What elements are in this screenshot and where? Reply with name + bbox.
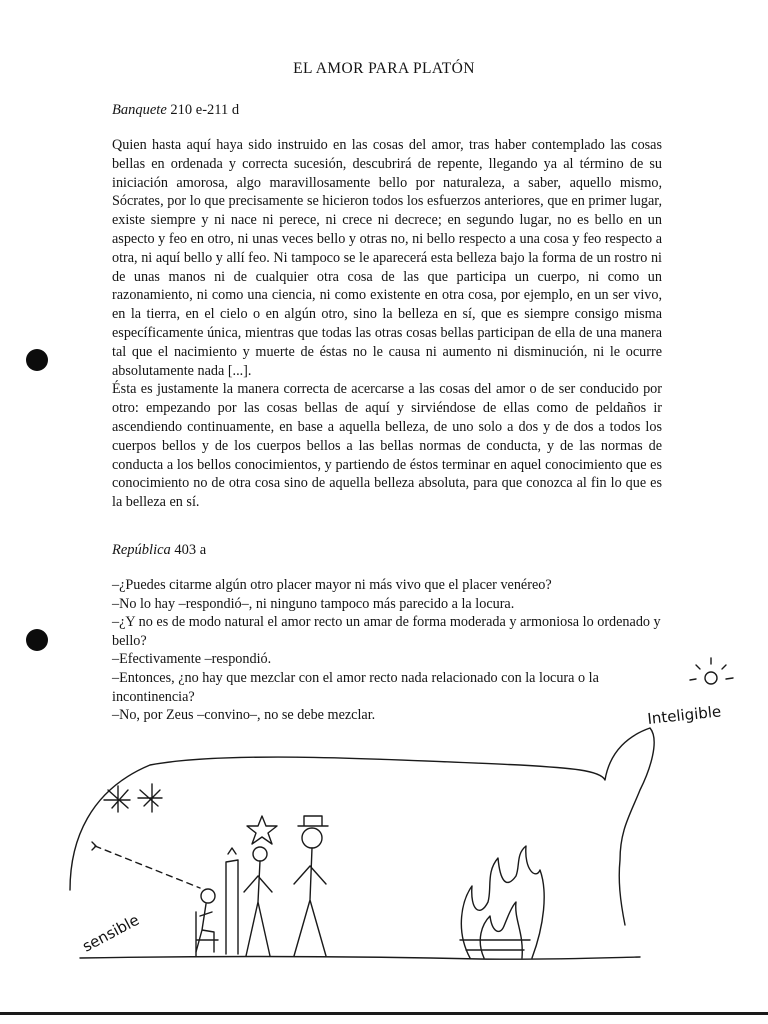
sun-icon bbox=[690, 658, 733, 684]
dialogue-line: –¿Y no es de modo natural el amor recto un amar de forma moderada y armoniosa lo ordenado y bello? bbox=[112, 614, 661, 649]
banquete-paragraph-2: Ésta es justamente la manera correcta de acercarse a las cosas del amor o de ser conducido por otro: empezando por las cosas bellas de aquí y sirviéndose de ellas como de peldaños ir ascendiendo continuamente, en base a aquella belleza, de uno solo a dos y de dos a todos los cuerpos bellos y de los cuerpos bellos a las bellas normas de conducta, y de las normas de conducta a los bellos conocimientos, y partiendo de éstos terminar en aquel conocimiento que es conocimiento no de otra cosa sino de aquella belleza absoluta, para que conozca al fin lo que es la belleza en sí. bbox=[112, 381, 662, 511]
figure-with-star bbox=[244, 816, 277, 956]
banquete-reference bbox=[112, 102, 239, 119]
dialogue-line: –No lo hay –respondió–, ni ninguno tampoco más parecido a la locura. bbox=[112, 595, 515, 612]
passage-number: 210 e-211 d bbox=[170, 102, 240, 118]
prisoner-figure bbox=[196, 889, 218, 956]
page-bottom-edge bbox=[0, 1012, 768, 1015]
passage-number: 403 a bbox=[174, 542, 207, 558]
dialogue-line: –Entonces, ¿no hay que mezclar con el amor recto nada relacionado con la locura o la incontinencia? bbox=[112, 669, 599, 705]
figure-with-hat bbox=[294, 816, 328, 956]
dialogue-line: –¿Puedes citarme algún otro placer mayor ni más vivo que el placer venéreo? bbox=[112, 577, 552, 593]
banquete-paragraph-1: Quien hasta aquí haya sido instruido en las cosas del amor, tras haber contemplado las cosas bellas en ordenada y correcta sucesión, descubrirá de repente, llegando ya al término de su iniciación amorosa, algo maravillosamente bello por naturaleza, a saber, aquello mismo, Sócrates, por lo que precisamente se hicieron todos los esfuerzos anteriores, que en primer lugar, existe siempre y ni nace ni perece, ni crece ni decrece; en segundo lugar, no es bello en un aspecto y feo en otro, ni unas veces bello y otras no, ni bello respecto a una cosa y feo respecto a otra, ni aquí bello y allí feo. Ni tampoco se le aparecerá esta belleza bajo la forma de un rostro ni de unas manos ni de cualquier otra cosa de las que participa un cuerpo, ni como un razonamiento, ni como una ciencia, ni como existente en otra cosa, por ejemplo, en un ser vivo, en la tierra, en el cielo o en algún otro, sino la belleza en sí, que es siempre consigo misma específicamente única, mientras que todas las otras cosas bellas participan de ella de una manera tal que el nacimiento y muerte de éstas no le causa ni aumento ni disminución, ni le ocurre absolutamente nada [...]. bbox=[112, 137, 662, 379]
label-sensible: sensible bbox=[79, 910, 143, 956]
republica-reference bbox=[112, 542, 206, 559]
ground-line bbox=[80, 957, 640, 960]
label-inteligible: Inteligible bbox=[646, 702, 722, 728]
dialogue-line: –No, por Zeus –convino–, no se debe mezclar. bbox=[112, 707, 376, 724]
page-title: EL AMOR PARA PLATÓN bbox=[293, 60, 475, 77]
banquete-excerpt bbox=[112, 136, 662, 512]
dialogue-line: –Efectivamente –respondió. bbox=[112, 651, 272, 668]
binder-hole-top bbox=[26, 349, 48, 371]
cave-outline bbox=[70, 728, 654, 925]
fire-icon bbox=[460, 846, 544, 958]
work-title: Banquete bbox=[112, 102, 167, 118]
cave-allegory-sketch bbox=[0, 640, 768, 980]
parapet bbox=[226, 848, 238, 954]
gaze-line bbox=[95, 846, 200, 888]
work-title: República bbox=[112, 542, 171, 558]
